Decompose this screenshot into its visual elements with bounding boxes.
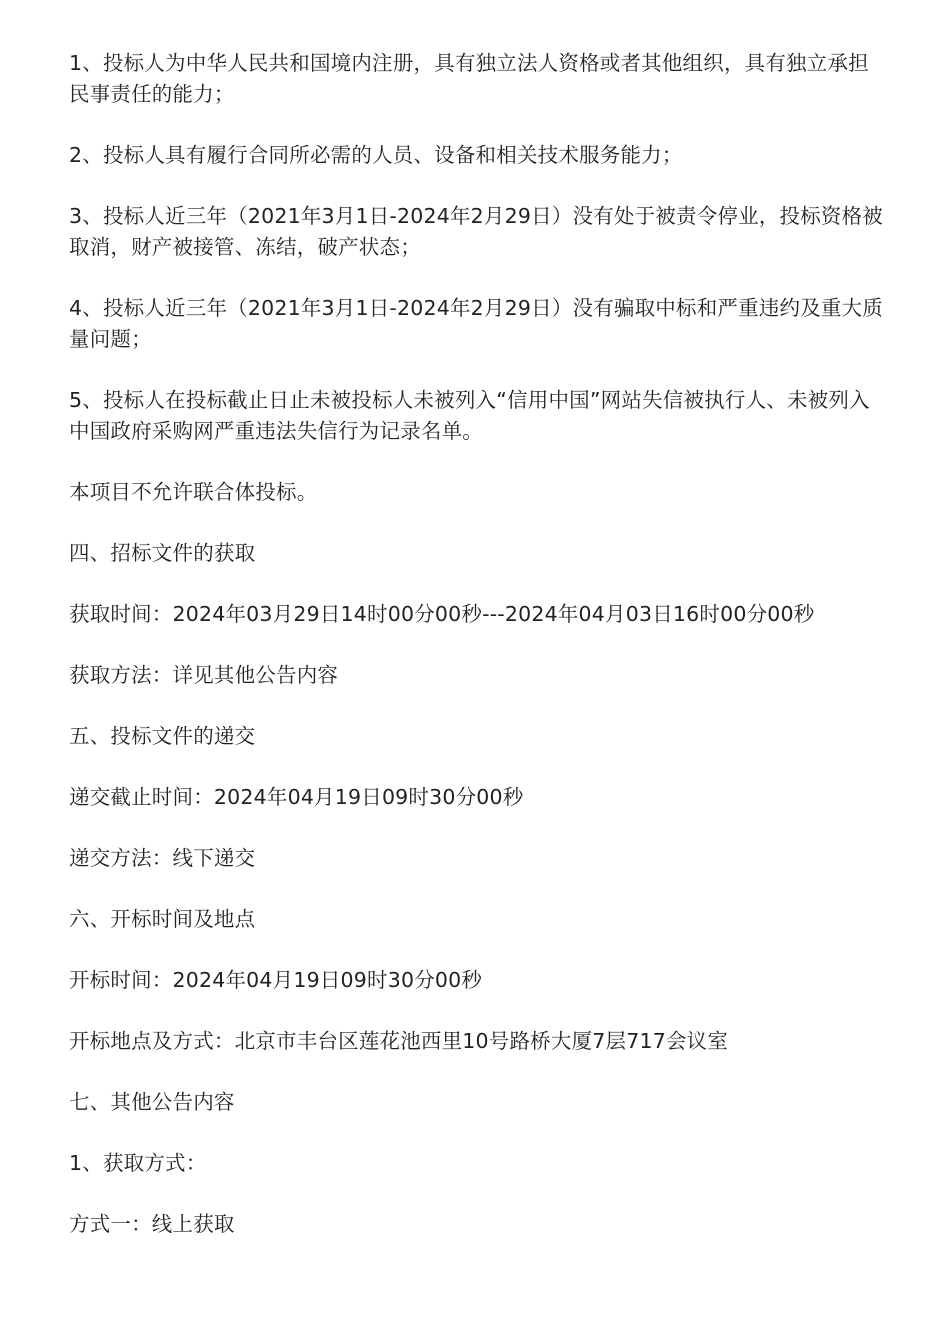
acquire-method: 获取方法：详见其他公告内容 [69, 663, 339, 687]
requirement-3: 3、投标人近三年（2021年3月1日-2024年2月29日）没有处于被责令停业，投标资格被取消，财产被接管、冻结，破产状态； [69, 204, 883, 259]
section-heading-7: 七、其他公告内容 [69, 1090, 235, 1114]
section-heading-4: 四、招标文件的获取 [69, 541, 256, 565]
requirement-2: 2、投标人具有履行合同所必需的人员、设备和相关技术服务能力； [69, 143, 683, 167]
section-heading-5: 五、投标文件的递交 [69, 724, 256, 748]
submit-method: 递交方法：线下递交 [69, 846, 256, 870]
submit-deadline: 递交截止时间：2024年04月19日09时30分00秒 [69, 785, 524, 809]
opening-time: 开标时间：2024年04月19日09时30分00秒 [69, 968, 483, 992]
opening-location: 开标地点及方式：北京市丰台区莲花池西里10号路桥大厦7层717会议室 [69, 1029, 729, 1053]
section-heading-6: 六、开标时间及地点 [69, 907, 256, 931]
acquire-way-1: 方式一：线上获取 [69, 1212, 235, 1236]
document-body [69, 48, 889, 1270]
acquire-time: 获取时间：2024年03月29日14时00分00秒---2024年04月03日16时00分00秒 [69, 602, 815, 626]
consortium-note: 本项目不允许联合体投标。 [69, 480, 318, 504]
requirement-4: 4、投标人近三年（2021年3月1日-2024年2月29日）没有骗取中标和严重违约及重大质量问题； [69, 296, 883, 351]
requirement-5: 5、投标人在投标截止日止未被投标人未被列入“信用中国”网站失信被执行人、未被列入中国政府采购网严重违法失信行为记录名单。 [69, 388, 870, 443]
requirement-1: 1、投标人为中华人民共和国境内注册，具有独立法人资格或者其他组织，具有独立承担民事责任的能力； [69, 51, 869, 106]
acquire-way-heading: 1、获取方式： [69, 1151, 207, 1175]
